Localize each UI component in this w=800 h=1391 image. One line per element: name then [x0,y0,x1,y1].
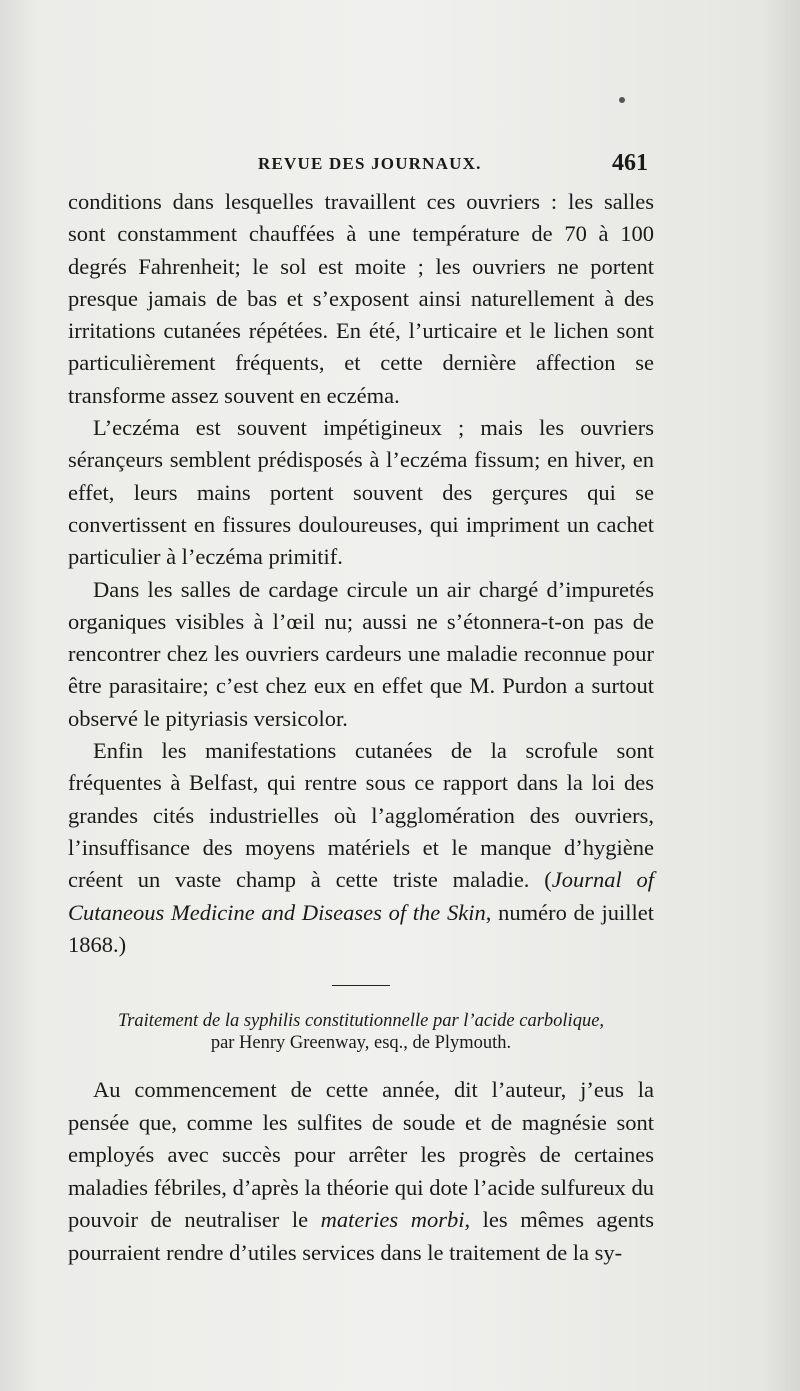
article-heading [68,1010,654,1054]
article-title: Traitement de la syphilis constitutionnelle par l’acide carbolique, [117,1011,605,1032]
paragraph-cardage: Dans les salles de cardage circule un air chargé d’impuretés organiques visibles à l’œil nu; aussi ne s’étonnera-t-on pas de rencontrer chez les ouvriers cardeurs une maladie reconnue pour être parasitaire; c’est chez eux en effet que M. Purdon a surtout observé le pityriasis versicolor. [68,576,654,731]
paragraph-scrofule [68,735,654,961]
page-number: 461 [612,150,648,176]
paragraph-continuation: conditions dans lesquelles travaillent ces ouvriers : les salles sont constamment chauffées à une température de 70 à 100 degrés Fahrenheit; le sol est moite ; les ouvriers ne portent presque jamais de bas et s’exposent ainsi naturellement à des irritations cutanées répétées. En été, l’urticaire et le lichen sont particulièrement fréquents, et cette dernière affection se transforme assez souvent en eczéma. [68,189,654,408]
running-head [0,150,800,182]
article-paragraph [68,1074,654,1269]
latin-term: materies morbi [320,1207,465,1233]
paragraph-eczema: L’eczéma est souvent impétigineux ; mais les ouvriers sérançeurs semblent prédisposés à l’eczéma fissum; en hiver, en effet, leurs mains portent souvent des gerçures qui se convertissent en fissures douloureuses, qui impriment un cachet particulier à l’eczéma primitif. [68,415,654,570]
running-title: REVUE DES JOURNAUX. [258,154,482,173]
article-paragraph-end: , les mêmes agents pourraient rendre d’utiles services dans le traitement de la sy- [68,1207,654,1265]
article-byline: par Henry Greenway, esq., de Plymouth. [210,1033,512,1054]
ink-speck [619,97,625,103]
citation-date: , numéro de juillet 1868.) [68,899,654,957]
journal-citation: Journal of Cutaneous Medicine and Diseases of the Skin [68,867,654,925]
section-divider [332,985,390,986]
main-text [68,186,654,1269]
article-paragraph-text: Au commencement de cette année, dit l’auteur, j’eus la pensée que, comme les sulfites de soude et de magnésie sont employés avec succès pour arrêter les progrès de certaines maladies fébriles, d’après la théorie qui dote l’acide sulfureux du pouvoir de neutraliser le [68,1077,654,1233]
paragraph-scrofule-text: Enfin les manifestations cutanées de la scrofule sont fréquentes à Belfast, qui rentre sous ce rapport dans la loi des grandes cités industrielles où l’agglomération des ouvriers, l’insuffisance des moyens matériels et le manque d’hygiène créent un vaste champ à cette triste maladie. ( [68,738,654,893]
